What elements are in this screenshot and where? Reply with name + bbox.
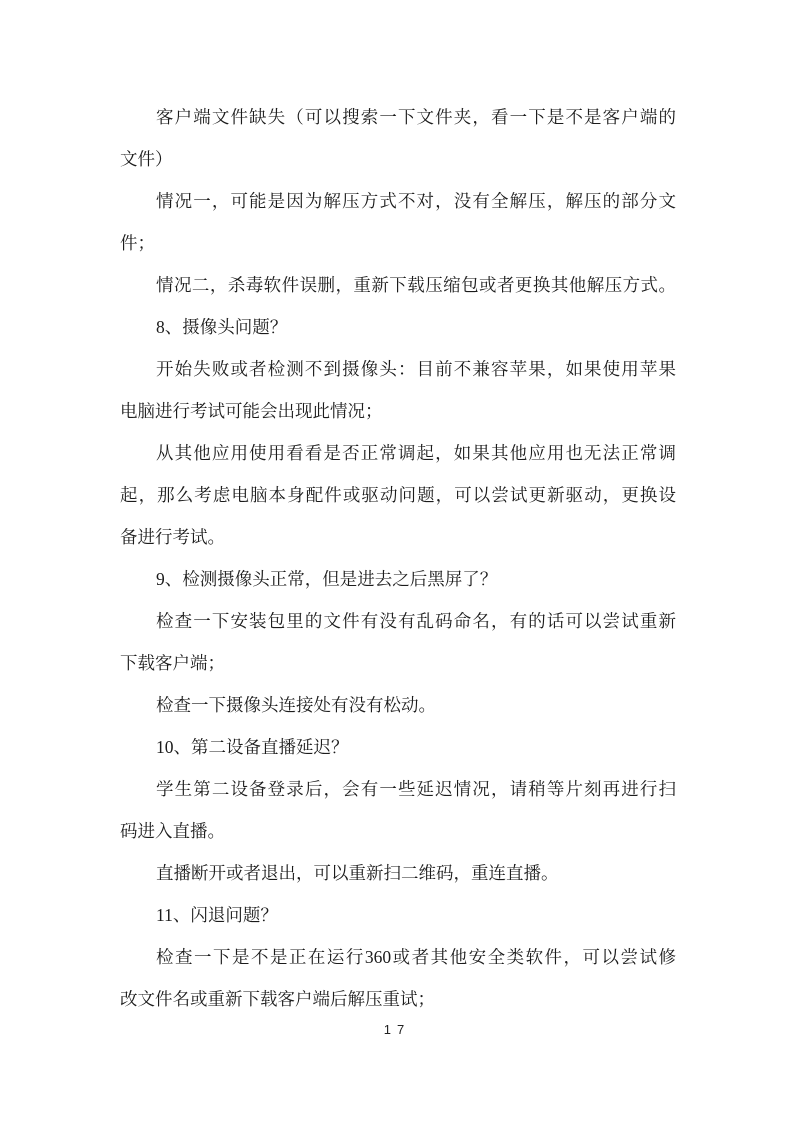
text-line: 直播断开或者退出，可以重新扫二维码，重连直播。	[156, 863, 559, 883]
text-line: 电脑进行考试可能会出现此情况；	[120, 401, 383, 421]
text-line: 检查一下安装包里的文件有没有乱码命名，有的话可以尝试重新	[156, 611, 676, 631]
text-line: 情况二，杀毒软件误删，重新下载压缩包或者更换其他解压方式。	[156, 275, 676, 295]
text-line: 情况一，可能是因为解压方式不对，没有全解压，解压的部分文	[156, 191, 676, 211]
text-line: 开始失败或者检测不到摄像头：目前不兼容苹果，如果使用苹果	[156, 359, 676, 379]
text-line: 起，那么考虑电脑本身配件或驱动问题，可以尝试更新驱动，更换设	[120, 485, 676, 505]
text-line: 11、闪退问题？	[156, 905, 278, 925]
text-line: 件；	[120, 233, 155, 253]
text-line: 下载客户端；	[120, 653, 225, 673]
text-line: 备进行考试。	[120, 527, 225, 547]
text-line: 8、摄像头问题？	[156, 317, 288, 337]
text-line: 文件）	[120, 149, 173, 169]
text-line: 9、检测摄像头正常，但是进去之后黑屏了？	[156, 569, 498, 589]
text-line: 学生第二设备登录后，会有一些延迟情况，请稍等片刻再进行扫	[156, 779, 676, 799]
text-line: 检查一下摄像头连接处有没有松动。	[156, 695, 436, 715]
text-line: 检查一下是不是正在运行360或者其他安全类软件，可以尝试修	[156, 947, 676, 967]
text-line: 客户端文件缺失（可以搜索一下文件夹，看一下是不是客户端的	[156, 107, 676, 127]
document-body	[120, 96, 676, 1020]
text-line: 从其他应用使用看看是否正常调起，如果其他应用也无法正常调	[156, 443, 676, 463]
text-line: 码进入直播。	[120, 821, 225, 841]
page-number: 17	[383, 1022, 411, 1037]
text-line: 10、第二设备直播延迟？	[156, 737, 349, 757]
text-line: 改文件名或重新下载客户端后解压重试；	[120, 989, 435, 1009]
